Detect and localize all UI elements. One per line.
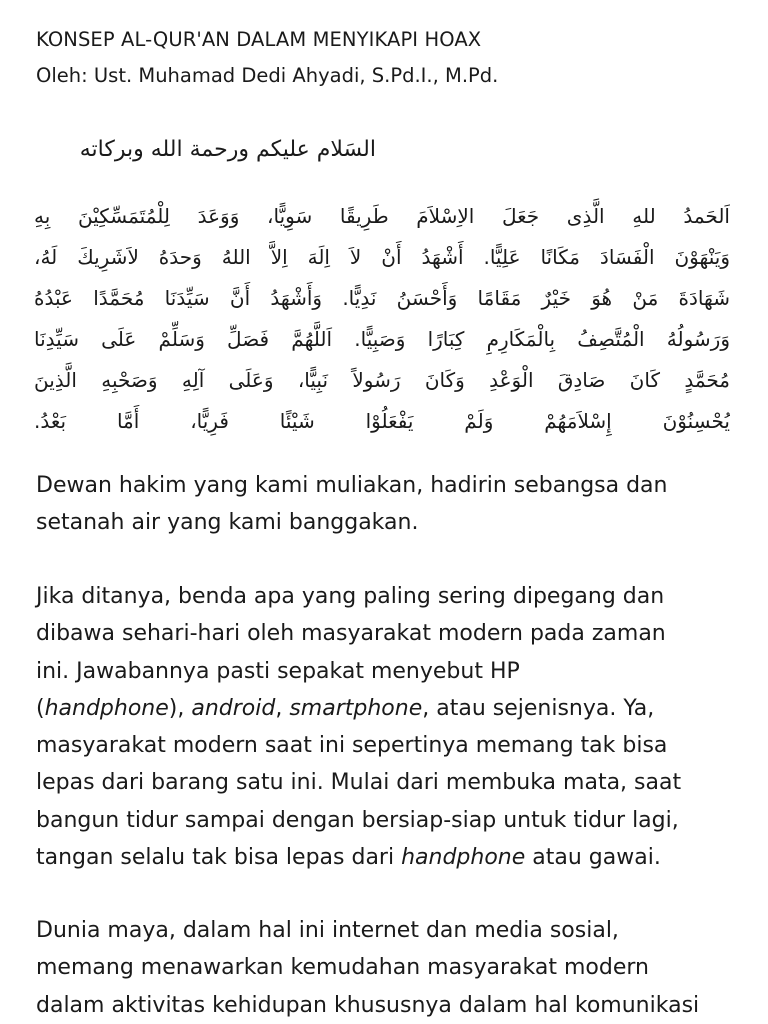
arabic-line: شَهَادَةَ مَنْ هُوَ خَيْرٌ مَقَامًا وَأَحْسَنُ نَدِيًّا. وَأَشْهَدُ أَنَّ سَيِّدَنَا مُحَمَّدًا عَبْدُهُ	[34, 286, 730, 310]
arabic-salam: السَلام عليكم ورحمة الله وبركاته	[79, 137, 376, 162]
paragraph-line: Dunia maya, dalam hal ini internet dan media sosial,	[36, 918, 619, 943]
document-author: Oleh: Ust. Muhamad Dedi Ahyadi, S.Pd.I., M.Pd.	[36, 64, 499, 87]
text-segment: ),	[168, 695, 192, 721]
paragraph-line	[36, 839, 736, 876]
paragraph-line: memang menawarkan kemudahan masyarakat modern	[36, 955, 649, 981]
arabic-line: وَيَنْهَوْنَ الْفَسَادَ مَكَانًا عَلِيًّا. أَشْهَدُ أَنْ لاَ اِلَهَ اِلاَّ اللهُ وَحدَهُ لاَشَرِيكَ لَهُ،	[34, 245, 730, 269]
text-segment: tangan selalu tak bisa lepas dari	[36, 845, 402, 871]
arabic-line: وَرَسُولُهُ الْمُتَّصِفُ بِالْمَكَارِمِ كِبَارًا وَصَبِيًّا. اَللَّهُمَّ فَصَلِّ وَسَلِّمْ عَلَى سَيِّدِنَا	[34, 327, 730, 351]
paragraph-line: bangun tidur sampai dengan bersiap-siap untuk tidur lagi,	[36, 807, 679, 833]
text-segment: (	[36, 695, 45, 721]
text-segment: atau gawai.	[525, 845, 661, 871]
italic-term: android	[191, 695, 276, 721]
paragraph-line: Jika ditanya, benda apa yang paling sering dipegang dan	[36, 584, 665, 609]
paragraph-line: Dewan hakim yang kami muliakan, hadirin sebangsa dan	[36, 473, 668, 498]
italic-term: handphone	[44, 695, 169, 721]
paragraph-handphone	[36, 578, 736, 876]
paragraph-line: lepas dari barang satu ini. Mulai dari membuka mata, saat	[36, 770, 682, 796]
paragraph-line	[36, 690, 736, 727]
document-title: KONSEP AL-QUR'AN DALAM MENYIKAPI HOAX	[36, 28, 482, 51]
paragraph-line: ini. Jawabannya pasti sepakat menyebut HP	[36, 658, 520, 684]
arabic-line: اَلحَمدُ للهِ الَّذِى جَعَلَ الاِسْلاَمَ طَرِيقًا سَوِيًّا، وَوَعَدَ لِلْمُتَمَسِّكِيْنَ بِهِ	[34, 204, 730, 228]
text-segment: , atau sejenisnya. Ya,	[422, 695, 655, 721]
paragraph-greeting	[36, 467, 736, 542]
arabic-opening	[34, 196, 730, 442]
paragraph-line: dibawa sehari-hari oleh masyarakat modern pada zaman	[36, 621, 666, 647]
paragraph-line: setanah air yang kami banggakan.	[36, 510, 419, 536]
arabic-line: مُحَمَّدٍ كَانَ صَادِقَ الْوَعْدِ وَكَانَ رَسُولاً نَبِيًّا، وَعَلَى آلِهِ وَصَحْبِهِ الَّذِينَ	[34, 368, 730, 392]
paragraph-dunia-maya	[36, 912, 736, 1024]
italic-term: smartphone	[289, 695, 423, 721]
text-segment: ,	[275, 695, 290, 721]
paragraph-line: dalam aktivitas kehidupan khususnya dalam hal komunikasi	[36, 992, 700, 1018]
arabic-line: يُحْسِنُوْنَ إِسْلاَمَهُمْ وَلَمْ يَفْعَلُوْا شَيْئًا فَرِيًّا، أَمَّا بَعْدُ.	[34, 409, 730, 433]
italic-term: handphone	[401, 845, 526, 871]
paragraph-line: masyarakat modern saat ini sepertinya memang tak bisa	[36, 733, 668, 759]
